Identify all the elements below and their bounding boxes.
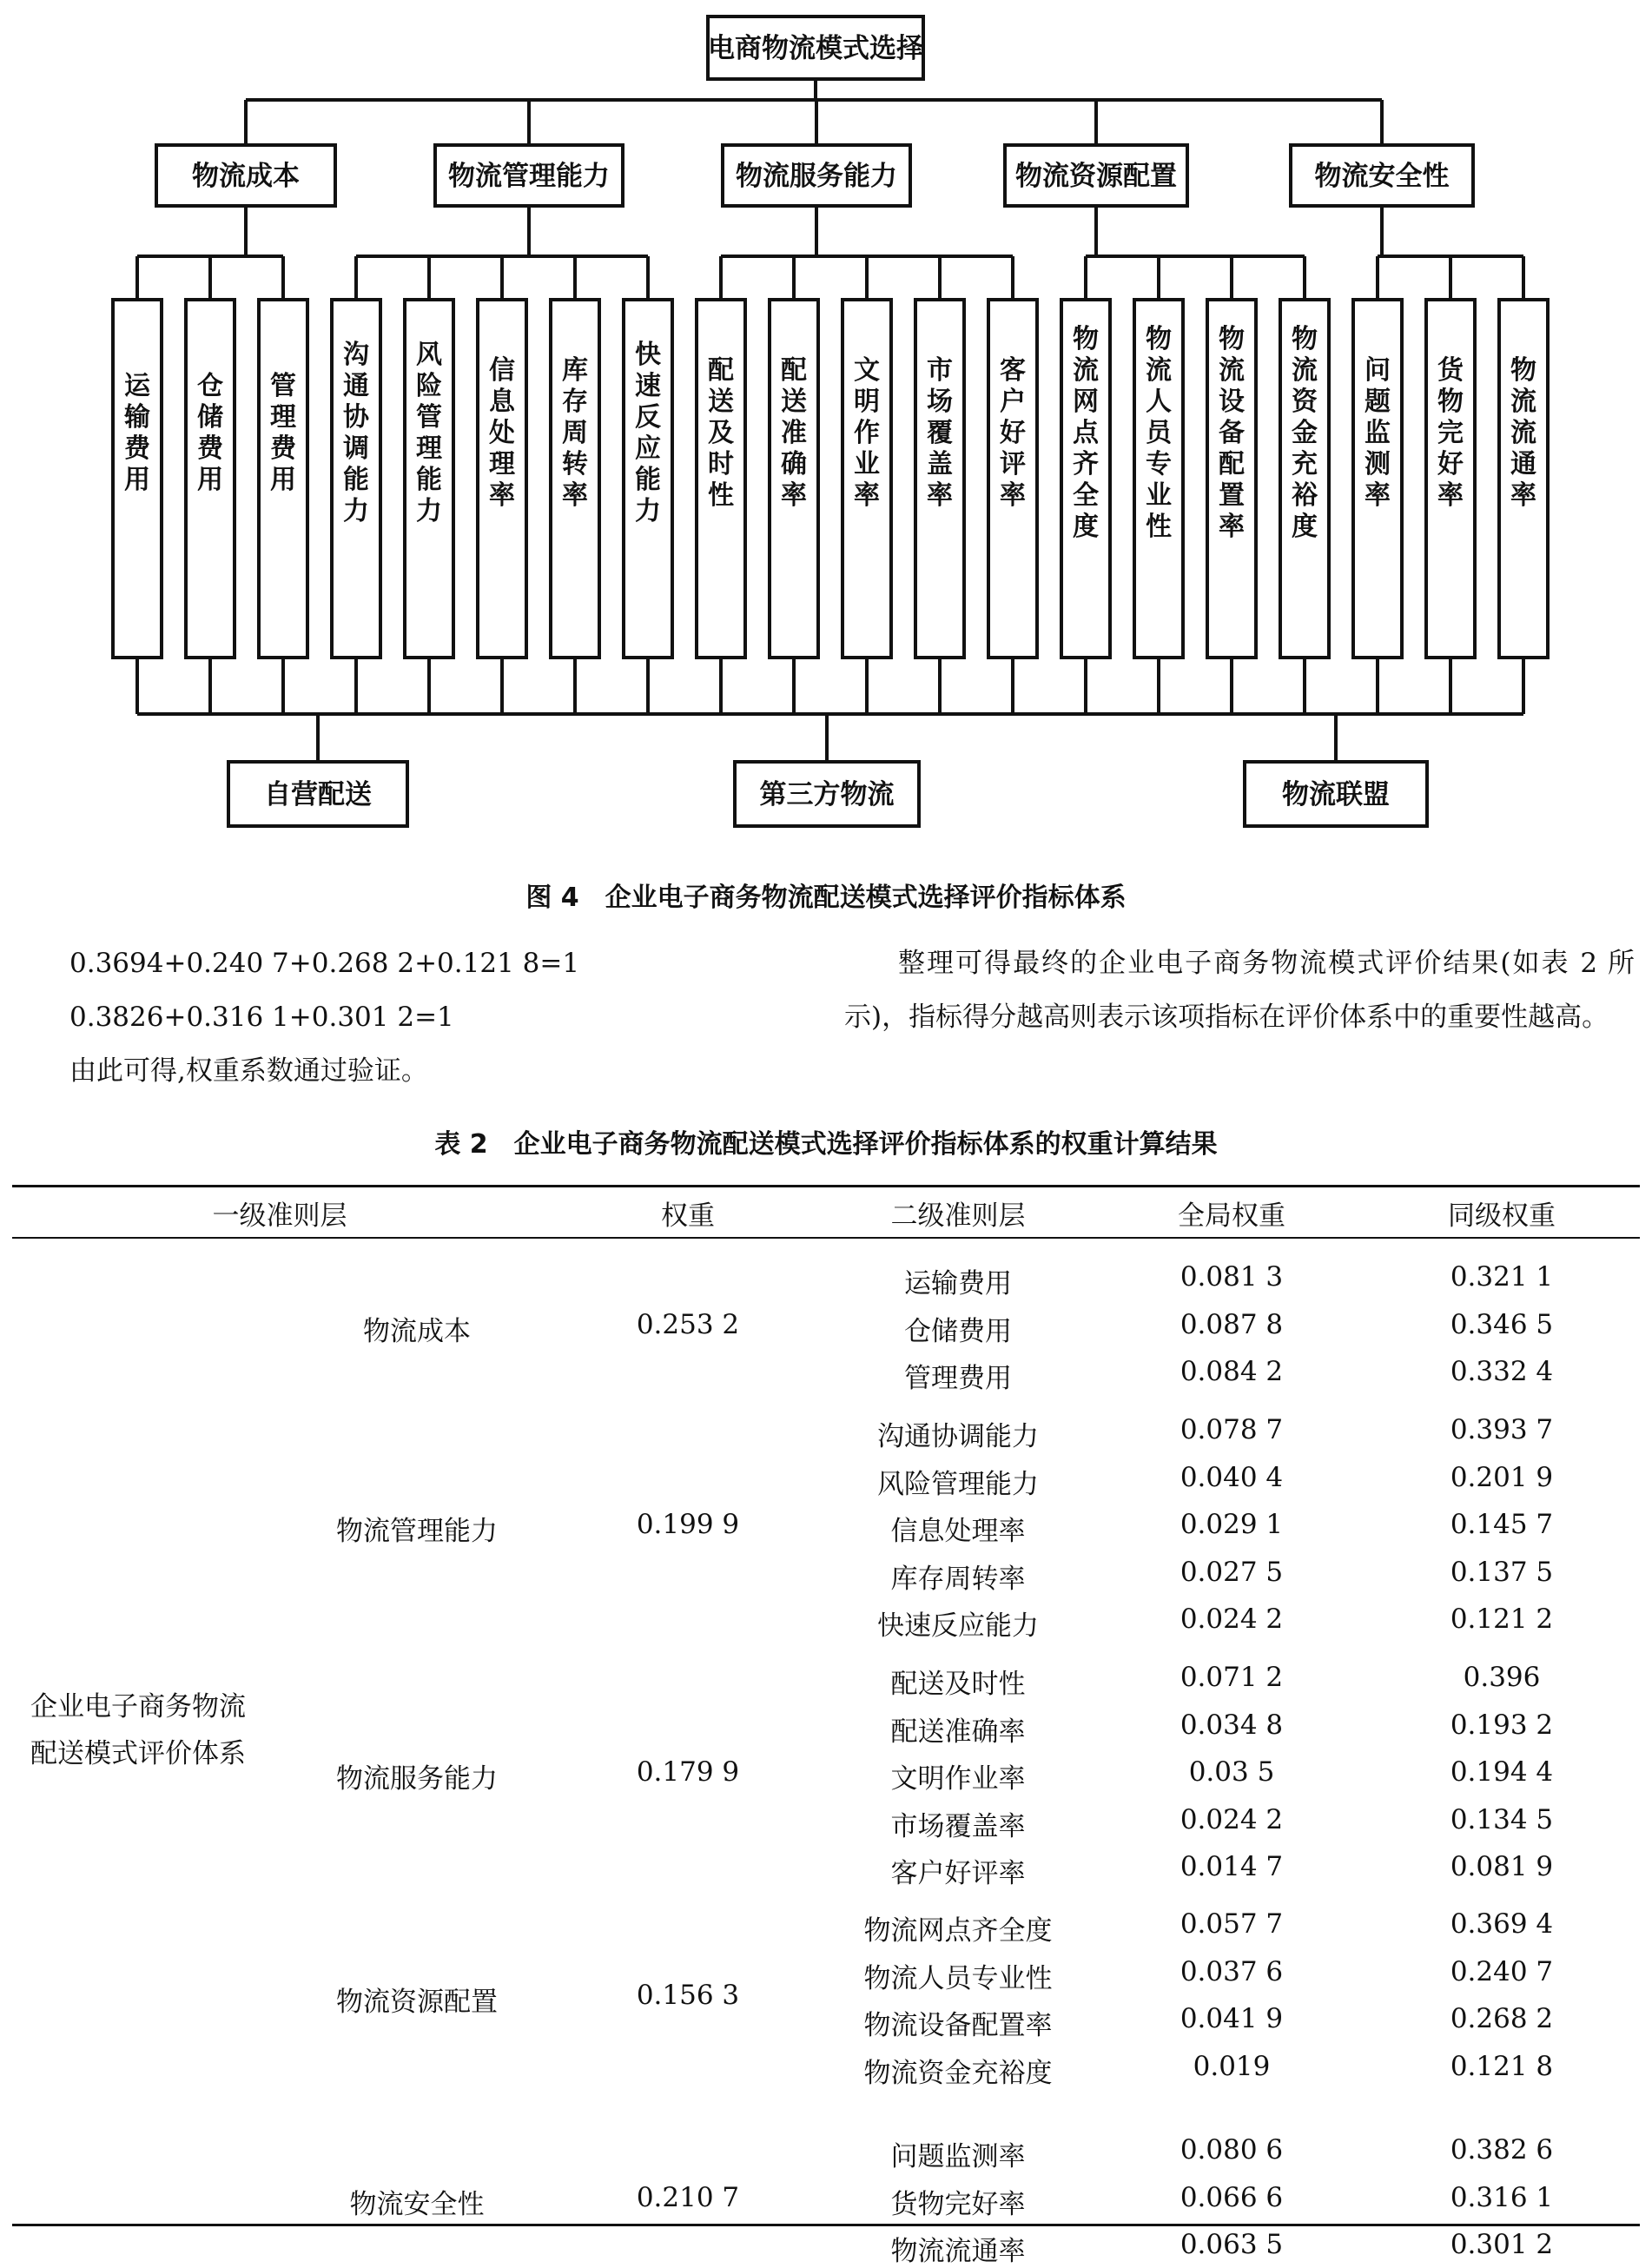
global-weight-cell: 0.03 5 xyxy=(1188,1756,1275,1788)
indicator-box xyxy=(405,300,453,658)
global-weight-cell: 0.027 5 xyxy=(1180,1556,1284,1588)
indicator-box xyxy=(843,300,891,658)
svg-text:物流流通率: 物流流通率 xyxy=(1510,355,1536,511)
local-weight-cell: 0.194 4 xyxy=(1450,1756,1554,1788)
header-local-weight: 同级权重 xyxy=(1448,1200,1556,1232)
local-weight-cell: 0.369 4 xyxy=(1450,1908,1554,1940)
indicator-box xyxy=(624,300,672,658)
global-weight-cell: 0.019 xyxy=(1193,2050,1271,2082)
global-weight-cell: 0.014 7 xyxy=(1180,1851,1284,1882)
criterion-name-cell: 物流资源配置 xyxy=(336,1986,498,2018)
svg-text:物流联盟: 物流联盟 xyxy=(1282,779,1390,810)
local-weight-cell: 0.396 xyxy=(1463,1662,1541,1693)
svg-text:运输费用: 运输费用 xyxy=(124,371,150,495)
indicator-name-cell: 物流网点齐全度 xyxy=(863,1915,1053,1947)
criterion-box xyxy=(723,145,910,206)
global-weight-cell: 0.029 1 xyxy=(1180,1509,1284,1540)
global-weight-cell: 0.066 6 xyxy=(1180,2181,1284,2213)
indicator-name-cell: 货物完好率 xyxy=(890,2188,1026,2220)
svg-text:电商物流模式选择: 电商物流模式选择 xyxy=(708,33,923,64)
global-weight-cell: 0.024 2 xyxy=(1180,1603,1284,1635)
svg-text:物流网点齐全度: 物流网点齐全度 xyxy=(1073,324,1099,542)
criterion-weight-cell: 0.199 9 xyxy=(636,1509,740,1540)
svg-text:货物完好率: 货物完好率 xyxy=(1437,355,1464,511)
weight-check-line-1: 0.3694+0.240 7+0.268 2+0.121 8=1 xyxy=(69,948,580,979)
indicator-name-cell: 物流人员专业性 xyxy=(863,1962,1053,1994)
svg-text:文明作业率: 文明作业率 xyxy=(854,355,880,511)
local-weight-cell: 0.193 2 xyxy=(1450,1709,1554,1741)
root-box xyxy=(708,17,923,79)
svg-text:物流成本: 物流成本 xyxy=(192,161,300,192)
indicator-box xyxy=(1426,300,1475,658)
svg-text:物流资源配置: 物流资源配置 xyxy=(1015,161,1177,192)
alternative-box xyxy=(1245,762,1427,826)
hierarchy-diagram xyxy=(0,0,1652,860)
criterion-name-cell: 物流服务能力 xyxy=(336,1763,498,1795)
indicator-box xyxy=(1499,300,1548,658)
svg-text:物流人员专业性: 物流人员专业性 xyxy=(1146,324,1172,542)
indicator-name-cell: 物流设备配置率 xyxy=(863,2010,1053,2041)
local-weight-cell: 0.301 2 xyxy=(1450,2229,1554,2260)
svg-text:物流设备配置率: 物流设备配置率 xyxy=(1219,324,1245,542)
global-weight-cell: 0.080 6 xyxy=(1180,2134,1284,2166)
svg-text:配送及时性: 配送及时性 xyxy=(708,355,734,511)
header-global-weight: 全局权重 xyxy=(1178,1200,1285,1232)
global-weight-cell: 0.078 7 xyxy=(1180,1414,1284,1445)
indicator-name-cell: 市场覆盖率 xyxy=(890,1810,1026,1842)
criterion-name-cell: 物流管理能力 xyxy=(336,1516,498,1547)
indicator-box xyxy=(770,300,818,658)
level1-cell: 企业电子商务物流 配送模式评价体系 xyxy=(30,1691,246,1769)
global-weight-cell: 0.081 3 xyxy=(1180,1261,1284,1293)
local-weight-cell: 0.268 2 xyxy=(1450,2003,1554,2034)
indicator-box xyxy=(1353,300,1402,658)
indicator-box xyxy=(988,300,1037,658)
svg-text:物流资金充裕度: 物流资金充裕度 xyxy=(1292,324,1318,542)
header-level1: 一级准则层 xyxy=(212,1200,347,1232)
header-weight: 权重 xyxy=(661,1200,715,1232)
indicator-box xyxy=(1280,300,1329,658)
svg-text:物流服务能力: 物流服务能力 xyxy=(736,161,897,192)
indicator-name-cell: 沟通协调能力 xyxy=(877,1421,1039,1452)
indicator-name-cell: 配送及时性 xyxy=(890,1669,1026,1700)
indicator-box xyxy=(478,300,526,658)
local-weight-cell: 0.346 5 xyxy=(1450,1308,1554,1340)
local-weight-cell: 0.321 1 xyxy=(1450,1261,1554,1293)
indicator-name-cell: 信息处理率 xyxy=(890,1516,1026,1547)
criterion-box xyxy=(156,145,335,206)
local-weight-cell: 0.137 5 xyxy=(1450,1556,1554,1588)
svg-text:风险管理能力: 风险管理能力 xyxy=(416,340,442,526)
criterion-weight-cell: 0.156 3 xyxy=(636,1979,740,2011)
indicator-name-cell: 物流流通率 xyxy=(890,2236,1026,2267)
global-weight-cell: 0.037 6 xyxy=(1180,1955,1284,1987)
global-weight-cell: 0.040 4 xyxy=(1180,1461,1284,1493)
criterion-weight-cell: 0.253 2 xyxy=(636,1308,740,1340)
global-weight-cell: 0.024 2 xyxy=(1180,1803,1284,1835)
indicator-box xyxy=(259,300,307,658)
svg-text:信息处理率: 信息处理率 xyxy=(489,355,515,511)
indicator-box xyxy=(1061,300,1110,658)
criterion-box xyxy=(435,145,623,206)
alternative-box xyxy=(735,762,919,826)
indicator-name-cell: 快速反应能力 xyxy=(877,1610,1039,1642)
result-paragraph: 整理可得最终的企业电子商务物流模式评价结果(如表 2 所示)，指标得分越高则表示该项指标在评价体系中的重要性越高。 xyxy=(844,948,1635,1033)
svg-text:问题监测率: 问题监测率 xyxy=(1365,355,1391,511)
svg-text:第三方物流: 第三方物流 xyxy=(759,779,895,810)
indicator-box xyxy=(332,300,380,658)
indicator-box xyxy=(1134,300,1183,658)
svg-text:物流安全性: 物流安全性 xyxy=(1314,161,1450,192)
indicator-box xyxy=(1207,300,1256,658)
weight-check-conclusion: 由此可得,权重系数通过验证。 xyxy=(69,1055,428,1087)
indicator-name-cell: 配送准确率 xyxy=(890,1716,1026,1748)
svg-text:配送准确率: 配送准确率 xyxy=(781,355,807,511)
criterion-box xyxy=(1291,145,1473,206)
criterion-name-cell: 物流成本 xyxy=(363,1315,471,1347)
local-weight-cell: 0.382 6 xyxy=(1450,2134,1554,2166)
svg-text:客户好评率: 客户好评率 xyxy=(1000,355,1026,511)
table-bottom-rule xyxy=(12,2224,1640,2226)
criterion-name-cell: 物流安全性 xyxy=(349,2188,485,2220)
criterion-box xyxy=(1005,145,1187,206)
local-weight-cell: 0.121 8 xyxy=(1450,2050,1554,2082)
svg-text:快速反应能力: 快速反应能力 xyxy=(635,340,661,526)
svg-text:市场覆盖率: 市场覆盖率 xyxy=(927,355,953,511)
local-weight-cell: 0.145 7 xyxy=(1450,1509,1554,1540)
local-weight-cell: 0.240 7 xyxy=(1450,1955,1554,1987)
svg-text:库存周转率: 库存周转率 xyxy=(562,355,588,511)
indicator-box xyxy=(186,300,235,658)
indicator-box xyxy=(113,300,162,658)
indicator-name-cell: 客户好评率 xyxy=(890,1858,1026,1889)
global-weight-cell: 0.034 8 xyxy=(1180,1709,1284,1741)
figure-caption: 图 4 企业电子商务物流配送模式选择评价指标体系 xyxy=(525,883,1127,913)
indicator-name-cell: 管理费用 xyxy=(904,1363,1012,1394)
svg-text:沟通协调能力: 沟通协调能力 xyxy=(343,340,369,526)
local-weight-cell: 0.201 9 xyxy=(1450,1461,1554,1493)
table-top-rule xyxy=(12,1185,1640,1187)
header-level2: 二级准则层 xyxy=(890,1200,1026,1232)
local-weight-cell: 0.332 4 xyxy=(1450,1356,1554,1387)
indicator-name-cell: 仓储费用 xyxy=(904,1315,1012,1347)
svg-text:自营配送: 自营配送 xyxy=(264,779,372,810)
weight-check-line-2: 0.3826+0.316 1+0.301 2=1 xyxy=(69,1002,454,1033)
global-weight-cell: 0.063 5 xyxy=(1180,2229,1284,2260)
global-weight-cell: 0.084 2 xyxy=(1180,1356,1284,1387)
table-header-rule xyxy=(12,1237,1640,1239)
table-caption: 表 2 企业电子商务物流配送模式选择评价指标体系的权重计算结果 xyxy=(434,1129,1218,1160)
indicator-name-cell: 文明作业率 xyxy=(890,1763,1026,1795)
global-weight-cell: 0.071 2 xyxy=(1180,1662,1284,1693)
global-weight-cell: 0.057 7 xyxy=(1180,1908,1284,1940)
indicator-name-cell: 风险管理能力 xyxy=(877,1468,1039,1500)
criterion-weight-cell: 0.179 9 xyxy=(636,1756,740,1788)
global-weight-cell: 0.087 8 xyxy=(1180,1308,1284,1340)
local-weight-cell: 0.121 2 xyxy=(1450,1603,1554,1635)
indicator-box xyxy=(697,300,745,658)
local-weight-cell: 0.081 9 xyxy=(1450,1851,1554,1882)
global-weight-cell: 0.041 9 xyxy=(1180,2003,1284,2034)
local-weight-cell: 0.393 7 xyxy=(1450,1414,1554,1445)
indicator-box xyxy=(915,300,964,658)
indicator-name-cell: 问题监测率 xyxy=(890,2141,1026,2172)
indicator-name-cell: 库存周转率 xyxy=(890,1563,1026,1595)
local-weight-cell: 0.316 1 xyxy=(1450,2181,1554,2213)
indicator-name-cell: 运输费用 xyxy=(904,1268,1012,1299)
indicator-name-cell: 物流资金充裕度 xyxy=(863,2057,1053,2089)
svg-text:物流管理能力: 物流管理能力 xyxy=(448,161,610,192)
local-weight-cell: 0.134 5 xyxy=(1450,1803,1554,1835)
indicator-box xyxy=(551,300,599,658)
criterion-weight-cell: 0.210 7 xyxy=(636,2181,740,2213)
alternative-box xyxy=(228,762,407,826)
svg-text:管理费用: 管理费用 xyxy=(270,371,296,495)
svg-text:仓储费用: 仓储费用 xyxy=(197,371,223,495)
